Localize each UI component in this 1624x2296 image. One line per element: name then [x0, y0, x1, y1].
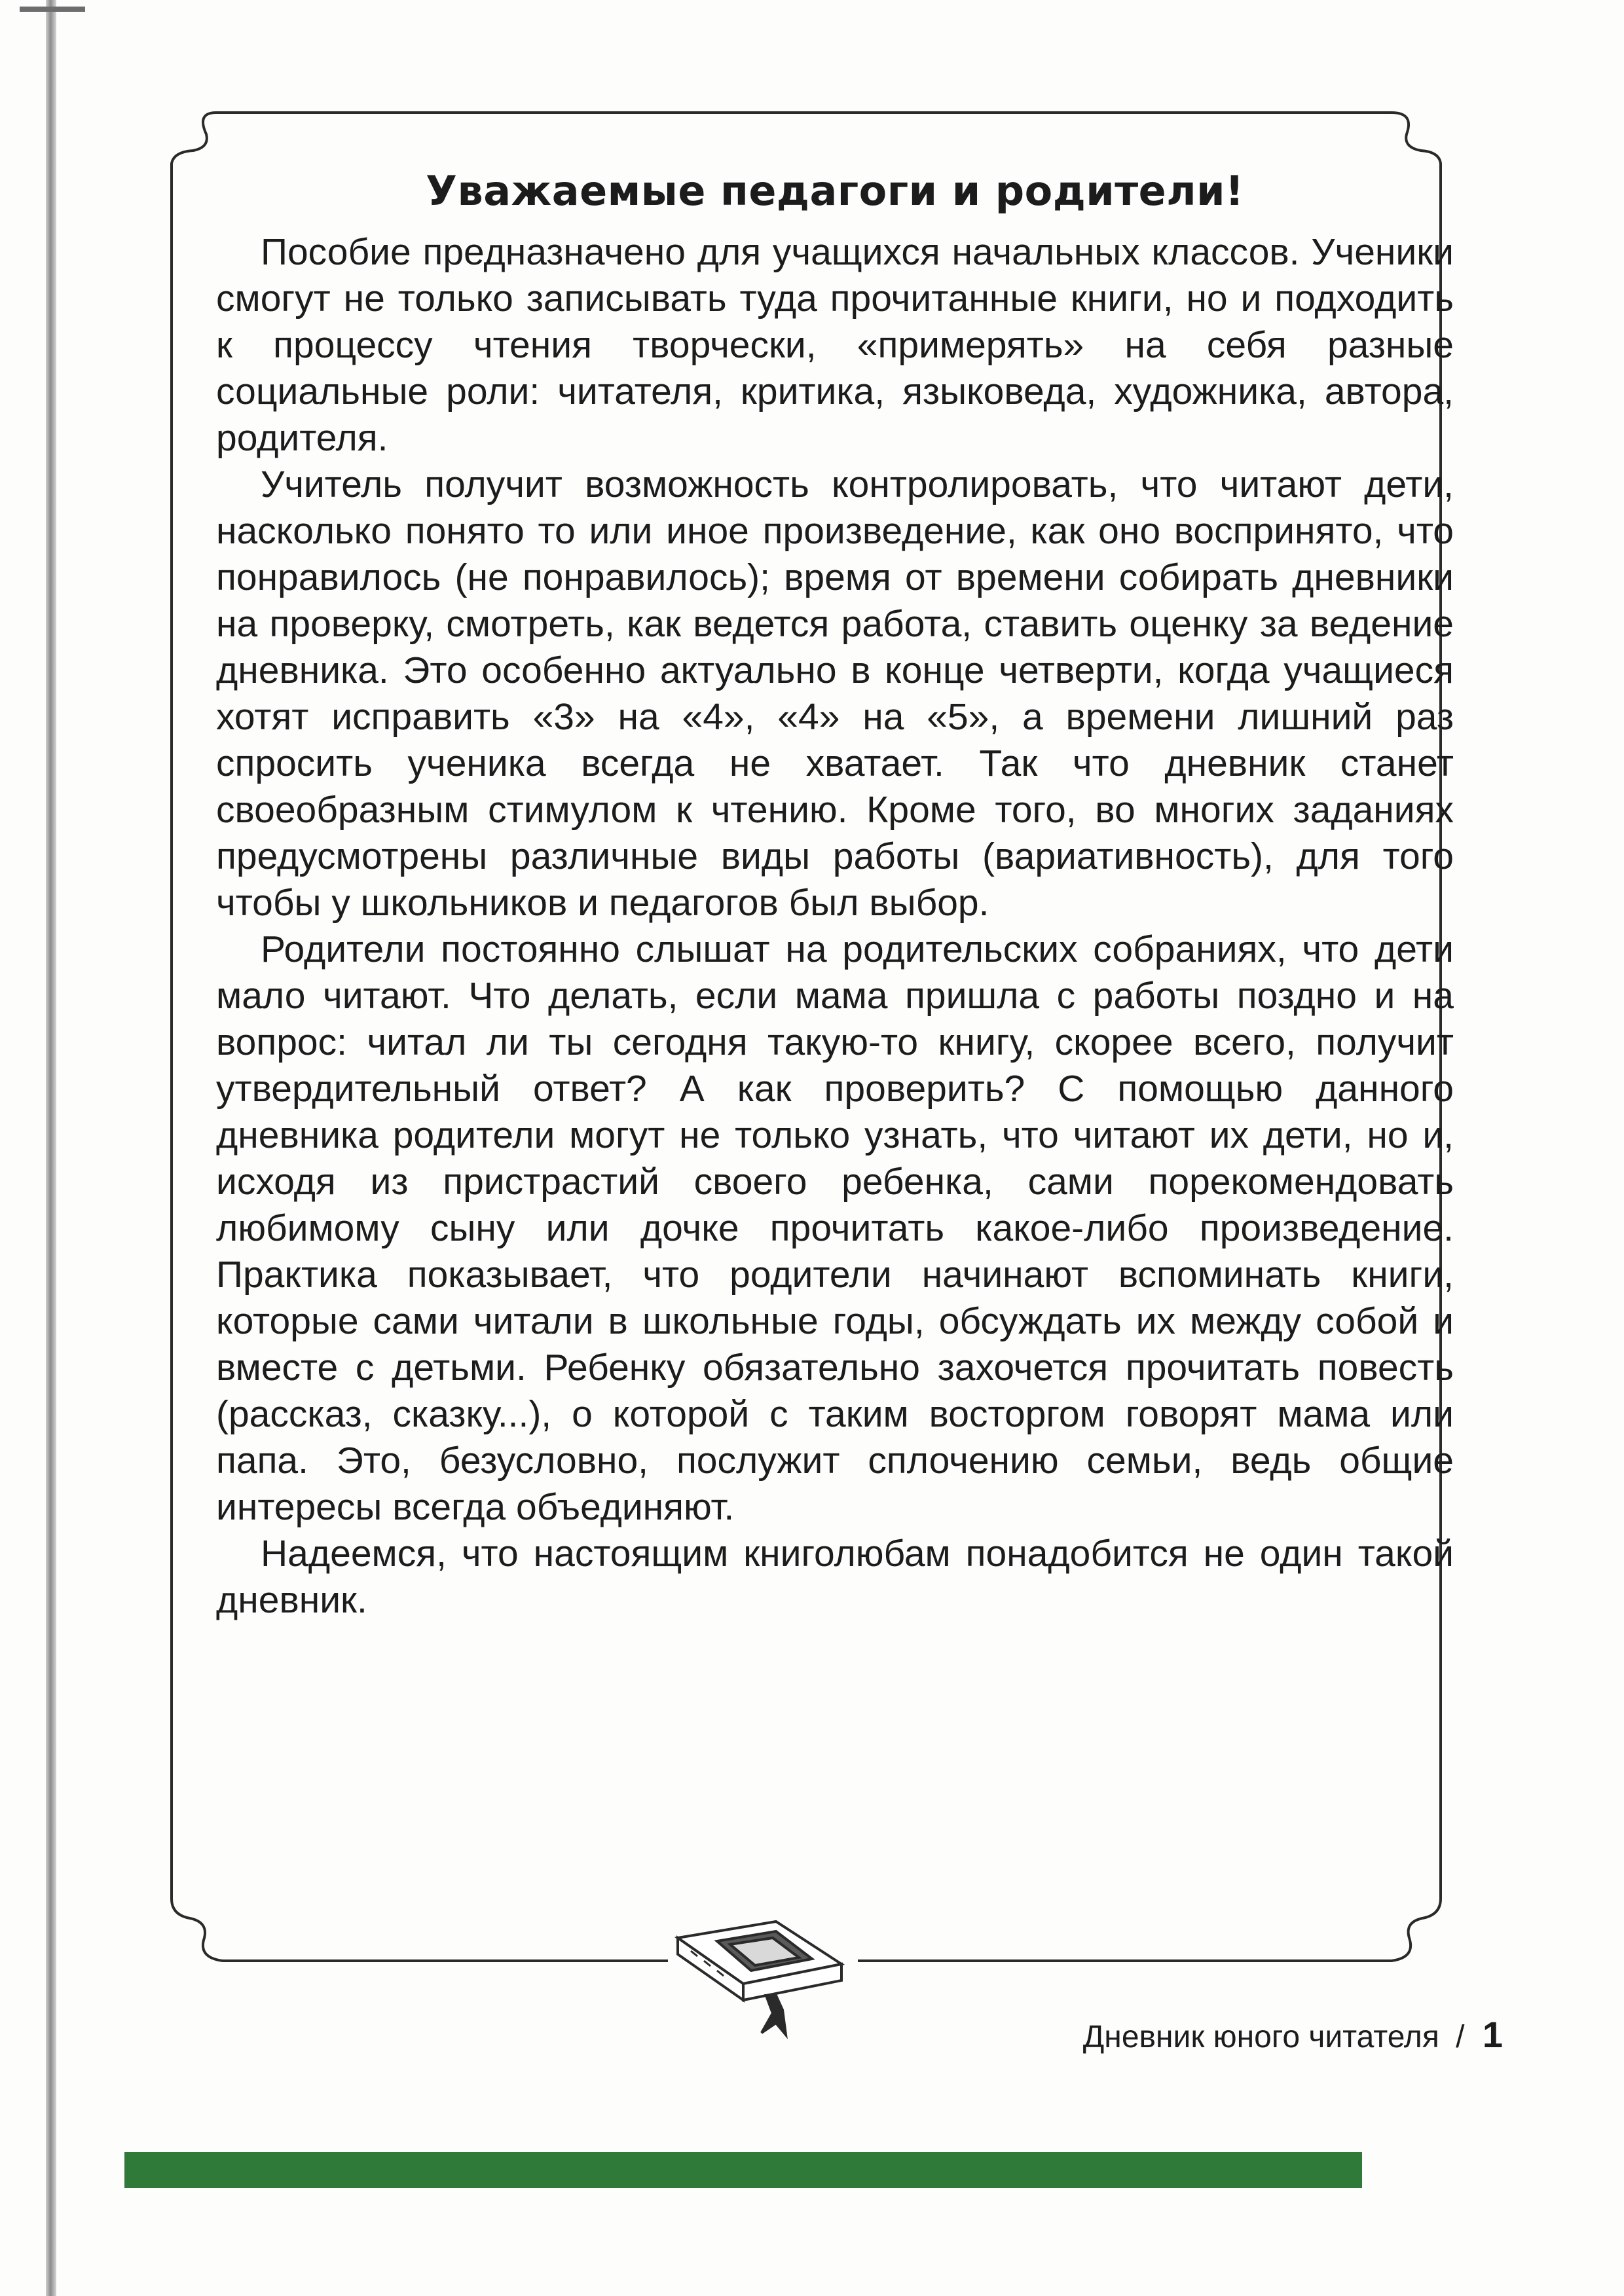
- footer-book-title: Дневник юного читателя: [1082, 2020, 1439, 2054]
- document-body: [216, 151, 1454, 1624]
- paragraph-parents: Родители постоянно слышат на родительских собраниях, что дети мало читают. Что делать, если мама пришла с работы поздно и на вопрос: читал ли ты сегодня такую-то книгу, скорее всего, получит утвердительный ответ? А как проверить? С помощью данного дневника родители могут не только узнать, что читают их дети, но и, исходя из пристрастий своего ребенка, сами порекомендовать любимому сыну или дочке прочитать какое-либо произведение. Практика показывает, что родители начинают вспоминать книги, которые сами читали в школьные годы, обсуждать их между собой и вместе с детьми. Ребенку обязательно захочется прочитать повесть (рассказ, сказку...), о которой с таким восторгом говорят мама или папа. Это, безусловно, послужит сплочению семьи, ведь общие интересы всегда объединяют.: [216, 928, 1454, 1528]
- footer-separator: /: [1456, 2020, 1465, 2054]
- book-with-bookmark-icon: [678, 1922, 841, 2035]
- page-footer: [1083, 2013, 1503, 2056]
- page-title: Уважаемые педагоги и родители!: [426, 167, 1244, 215]
- paragraph-teacher: Учитель получит возможность контролировать, что читают дети, насколько понято то или иное произведение, как оно воспринято, что понравилось (не понравилось); время от времени собирать дневники на проверку, смотреть, как ведется работа, ставить оценку за ведение дневника. Это особенно актуально в конце четверти, когда учащиеся хотят исправить «3» на «4», «4» на «5», а времени лишний раз спросить ученика всегда не хватает. Так что дневник станет своеобразным стимулом к чтению. Кроме того, во многих заданиях предусмотрены различные виды работы (вариативность), для того чтобы у школьников и педагогов был выбор.: [216, 464, 1454, 924]
- green-cover-band: [124, 2152, 1362, 2188]
- paragraph-closing: Надеемся, что настоящим книголюбам понадобится не один такой дневник.: [216, 1533, 1454, 1621]
- page-number: 1: [1482, 2014, 1503, 2055]
- paragraph-intro: Пособие предназначено для учащихся начальных классов. Ученики смогут не только записывать туда прочитанные книги, но и подходить к процессу чтения творчески, «примерять» на себя разные социальные роли: читателя, критика, языковеда, художника, автора, родителя.: [216, 231, 1454, 459]
